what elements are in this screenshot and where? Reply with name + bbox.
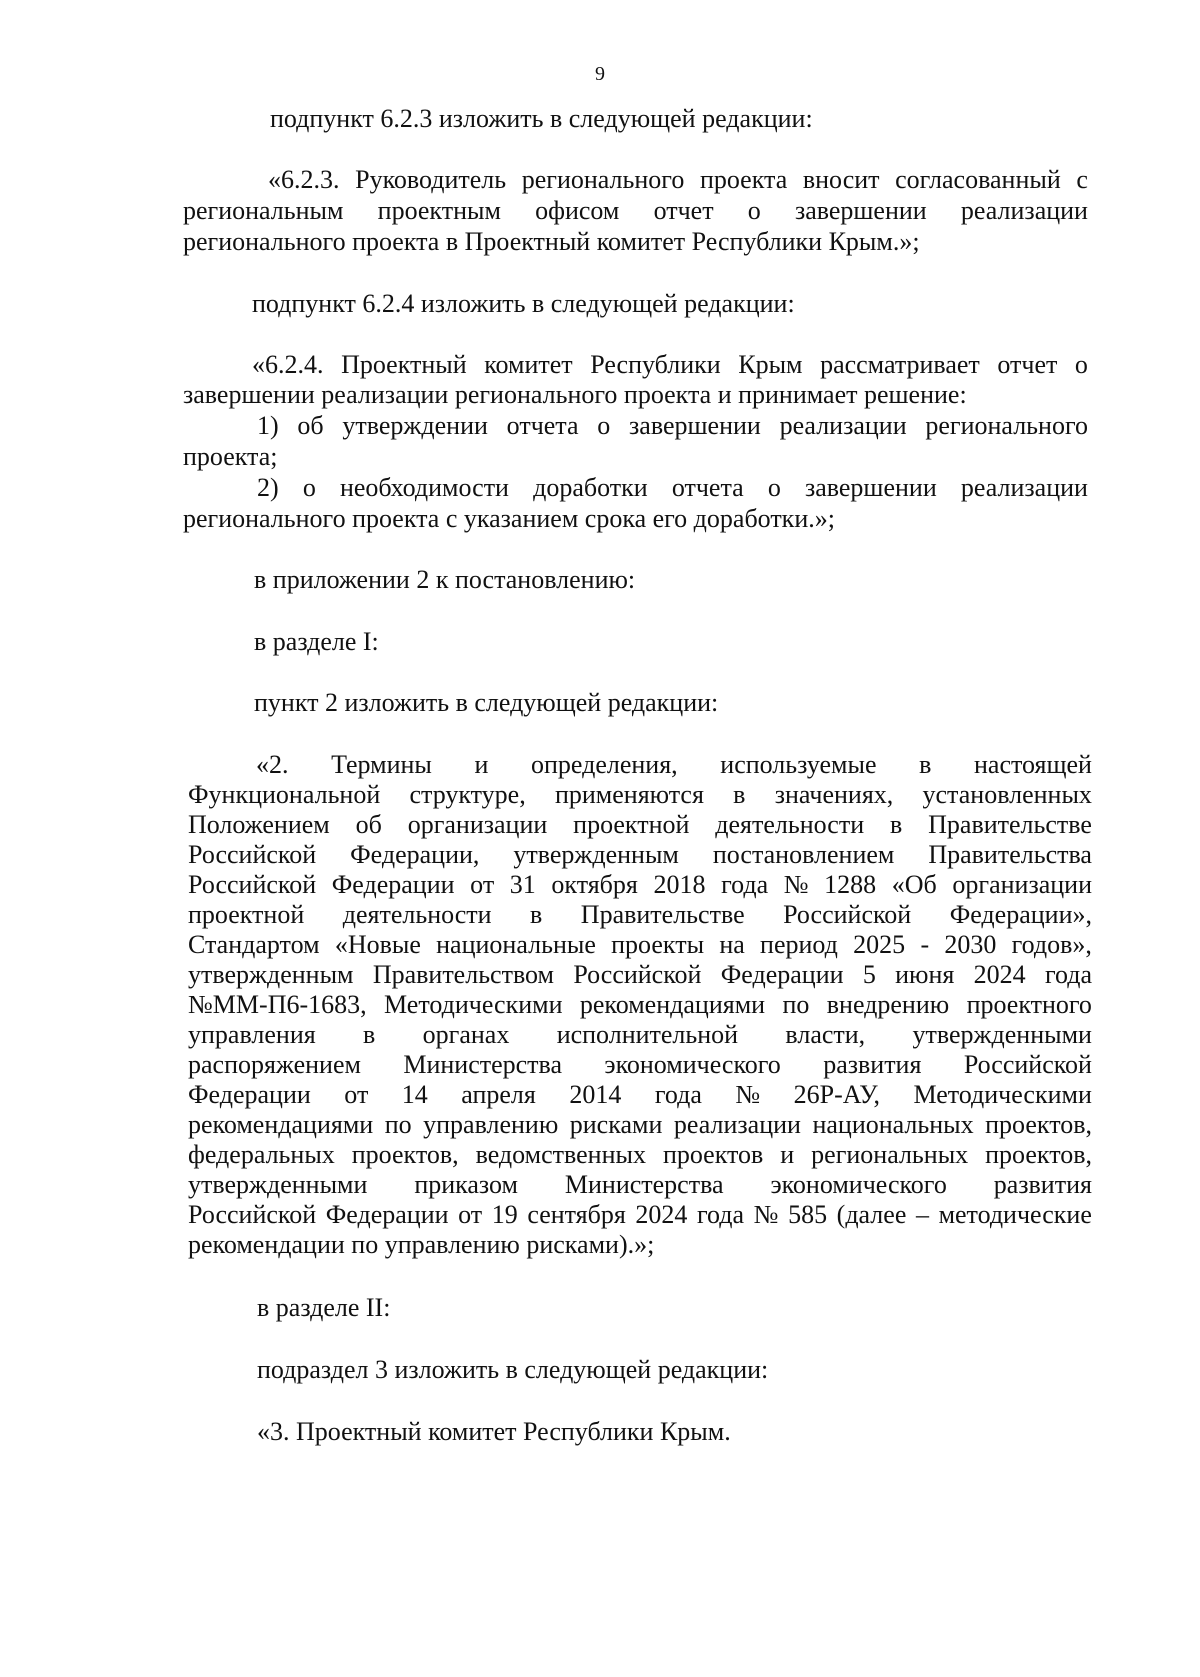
paragraph-line: [188, 810, 1092, 840]
word: годов»,: [1011, 930, 1092, 959]
word: «Новые: [334, 930, 421, 959]
word: Стандартом: [188, 930, 320, 959]
word: утвержденными: [912, 1020, 1092, 1049]
word: года: [721, 870, 769, 899]
word: деятельности: [342, 900, 492, 929]
word: 1): [257, 411, 279, 440]
word: Федерации: [325, 1200, 449, 1229]
word: Федерации: [331, 870, 455, 899]
word: Федерации,: [350, 840, 480, 869]
word: отчета: [506, 411, 579, 440]
paragraph-line: подпункт 6.2.4 изложить в следующей редакции:: [252, 289, 795, 318]
word: об: [355, 810, 382, 839]
word: о: [597, 411, 611, 440]
paragraph-line: завершении реализации регионального проекта и принимает решение:: [183, 380, 967, 409]
word: на: [719, 930, 745, 959]
paragraph-line: проекта;: [183, 442, 278, 471]
word: от: [344, 1080, 369, 1109]
word: значениях,: [774, 780, 894, 809]
word: национальные: [436, 930, 596, 959]
word: Российской: [188, 1200, 317, 1229]
word: проекты: [611, 930, 705, 959]
word: о: [302, 473, 316, 502]
word: Положением: [188, 810, 330, 839]
word: Методическими: [913, 1080, 1092, 1109]
word: деятельности: [715, 810, 865, 839]
word: завершении: [629, 411, 761, 440]
word: Правительстве: [580, 900, 745, 929]
word: исполнительной: [556, 1020, 739, 1049]
word: –: [915, 1200, 929, 1229]
paragraph-line: [188, 1020, 1092, 1050]
word: установленных: [922, 780, 1092, 809]
word: отчета: [671, 473, 744, 502]
word: Федерации: [188, 1080, 311, 1109]
word: о: [747, 196, 761, 225]
word: «6.2.3.: [268, 165, 340, 194]
word: апреля: [461, 1080, 536, 1109]
word: Министерства: [564, 1170, 724, 1199]
word: об: [297, 411, 324, 440]
paragraph-line: [188, 1080, 1092, 1110]
word: 31: [509, 870, 536, 899]
word: развития: [993, 1170, 1092, 1199]
word: -: [920, 930, 930, 959]
word: №: [735, 1080, 761, 1109]
word: период: [760, 930, 838, 959]
word: в: [733, 780, 746, 809]
word: используемые: [720, 750, 877, 779]
word: в: [530, 900, 543, 929]
word: проектной: [573, 810, 690, 839]
word: «Об: [891, 870, 937, 899]
word: года: [654, 1080, 702, 1109]
word: Министерства: [403, 1050, 563, 1079]
word: (далее: [836, 1200, 907, 1229]
paragraph-line: [188, 1110, 1092, 1140]
word: рекомендациями: [188, 1110, 374, 1139]
word: от: [470, 870, 495, 899]
word: рассматривает: [820, 350, 980, 379]
paragraph-line: регионального проекта с указанием срока его доработки.»;: [183, 504, 835, 533]
paragraph-line: регионального проекта в Проектный комитет Республики Крым.»;: [183, 227, 920, 256]
word: внедрению: [826, 990, 950, 1019]
paragraph-line: [188, 900, 1092, 930]
paragraph-line: [188, 1170, 1092, 1200]
word: реализации: [779, 411, 907, 440]
word: в: [919, 750, 932, 779]
word: развития: [823, 1050, 922, 1079]
word: Республики: [590, 350, 721, 379]
word: структуре,: [409, 780, 526, 809]
word: федеральных: [188, 1140, 335, 1169]
word: Проектный: [341, 350, 467, 379]
word: проектного: [966, 990, 1092, 1019]
paragraph-line: [188, 960, 1092, 990]
word: завершении: [794, 196, 927, 225]
page-number: 9: [595, 63, 605, 85]
word: управления: [188, 1020, 316, 1049]
word: реализации: [673, 1110, 801, 1139]
word: доработки: [533, 473, 648, 502]
word: комитет: [484, 350, 573, 379]
word: в: [363, 1020, 376, 1049]
paragraph-line: [188, 990, 1092, 1020]
word: и: [780, 1140, 795, 1169]
word: проектным: [377, 196, 501, 225]
word: с: [1076, 165, 1088, 194]
paragraph-line: в приложении 2 к постановлению:: [254, 565, 636, 594]
word: управлению: [423, 1110, 559, 1139]
word: 2018: [653, 870, 706, 899]
word: Российской: [783, 900, 912, 929]
word: определения,: [531, 750, 678, 779]
word: Российской: [963, 1050, 1092, 1079]
word: 585: [788, 1200, 828, 1229]
word: приказом: [414, 1170, 518, 1199]
word: Руководитель: [355, 165, 507, 194]
word: утвержденными: [188, 1170, 368, 1199]
word: необходимости: [339, 473, 509, 502]
word: №: [783, 870, 809, 899]
word: организации: [407, 810, 548, 839]
word: Российской: [188, 870, 317, 899]
word: методические: [938, 1200, 1092, 1229]
word: региональных: [811, 1140, 969, 1169]
word: офисом: [535, 196, 620, 225]
paragraph-line: [188, 870, 1092, 900]
word: Федерации: [720, 960, 844, 989]
word: сентября: [527, 1200, 626, 1229]
word: «6.2.4.: [252, 350, 324, 379]
word: национальных: [812, 1110, 974, 1139]
word: Правительстве: [928, 810, 1092, 839]
word: 14: [401, 1080, 428, 1109]
word: органах: [422, 1020, 510, 1049]
word: вносит: [802, 165, 880, 194]
word: 2024: [635, 1200, 688, 1229]
word: рисками: [569, 1110, 663, 1139]
word: организации: [952, 870, 1092, 899]
word: 2025: [853, 930, 906, 959]
word: Правительством: [372, 960, 555, 989]
word: 2024: [973, 960, 1026, 989]
paragraph-line: [188, 1140, 1092, 1170]
word: 2014: [569, 1080, 622, 1109]
word: проектной: [188, 900, 305, 929]
word: регионального: [925, 411, 1088, 440]
word: проекта: [699, 165, 788, 194]
word: по: [384, 1110, 412, 1139]
word: регионального: [521, 165, 685, 194]
paragraph-line: [256, 750, 1092, 780]
word: отчет: [997, 350, 1058, 379]
word: 5: [862, 960, 876, 989]
paragraph-line: [188, 780, 1092, 810]
word: постановлением: [712, 840, 895, 869]
word: завершении: [804, 473, 937, 502]
word: утверждении: [342, 411, 488, 440]
word: Крым: [738, 350, 803, 379]
word: октября: [551, 870, 638, 899]
word: Методическими: [384, 990, 563, 1019]
word: по: [782, 990, 810, 1019]
paragraph-line: [268, 165, 1088, 195]
word: отчет: [653, 196, 714, 225]
word: проектов: [662, 1140, 764, 1169]
word: от: [458, 1200, 483, 1229]
word: применяются: [554, 780, 704, 809]
paragraph-line: [188, 1050, 1092, 1080]
paragraph-line: рекомендации по управлению рисками).»;: [188, 1230, 655, 1259]
word: года: [1044, 960, 1092, 989]
word: 1288: [824, 870, 877, 899]
word: «2.: [256, 750, 289, 779]
word: Федерации»,: [949, 900, 1092, 929]
paragraph-line: [257, 473, 1088, 503]
word: согласованный: [895, 165, 1061, 194]
word: Термины: [331, 750, 432, 779]
paragraph-line: [183, 196, 1088, 226]
word: экономического: [770, 1170, 947, 1199]
word: Функциональной: [188, 780, 381, 809]
word: о: [767, 473, 781, 502]
word: реализации: [960, 473, 1088, 502]
word: №: [753, 1200, 779, 1229]
paragraph-line: подраздел 3 изложить в следующей редакции:: [257, 1355, 769, 1384]
word: 26Р-АУ,: [793, 1080, 880, 1109]
paragraph-line: [257, 411, 1088, 441]
paragraph-line: подпункт 6.2.3 изложить в следующей редакции:: [270, 104, 813, 133]
word: реализации: [960, 196, 1088, 225]
word: рекомендациями: [579, 990, 766, 1019]
word: №ММ-П6-1683,: [188, 990, 367, 1019]
paragraph-line: в разделе I:: [254, 627, 379, 656]
word: июня: [895, 960, 955, 989]
paragraph-line: в разделе II:: [257, 1293, 391, 1322]
paragraph-line: [252, 350, 1088, 380]
word: года: [697, 1200, 745, 1229]
word: экономического: [604, 1050, 781, 1079]
paragraph-line: пункт 2 изложить в следующей редакции:: [254, 688, 719, 717]
word: утвержденным: [513, 840, 679, 869]
paragraph-line: [188, 1200, 1092, 1230]
word: утвержденным: [188, 960, 354, 989]
word: о: [1074, 350, 1088, 379]
word: в: [889, 810, 903, 839]
word: проектов,: [351, 1140, 459, 1169]
word: Российской: [573, 960, 702, 989]
word: настоящей: [974, 750, 1092, 779]
word: Правительства: [928, 840, 1092, 869]
paragraph-line: [188, 930, 1092, 960]
paragraph-line: «3. Проектный комитет Республики Крым.: [257, 1417, 731, 1446]
word: 2): [257, 473, 279, 502]
word: власти,: [785, 1020, 866, 1049]
word: проектов,: [985, 1140, 1092, 1169]
word: проектов,: [985, 1110, 1092, 1139]
paragraph-line: [188, 840, 1092, 870]
word: и: [474, 750, 489, 779]
word: ведомственных: [475, 1140, 646, 1169]
word: 2030: [944, 930, 997, 959]
word: распоряжением: [188, 1050, 361, 1079]
word: 19: [491, 1200, 518, 1229]
word: региональным: [183, 196, 344, 225]
word: Российской: [188, 840, 317, 869]
